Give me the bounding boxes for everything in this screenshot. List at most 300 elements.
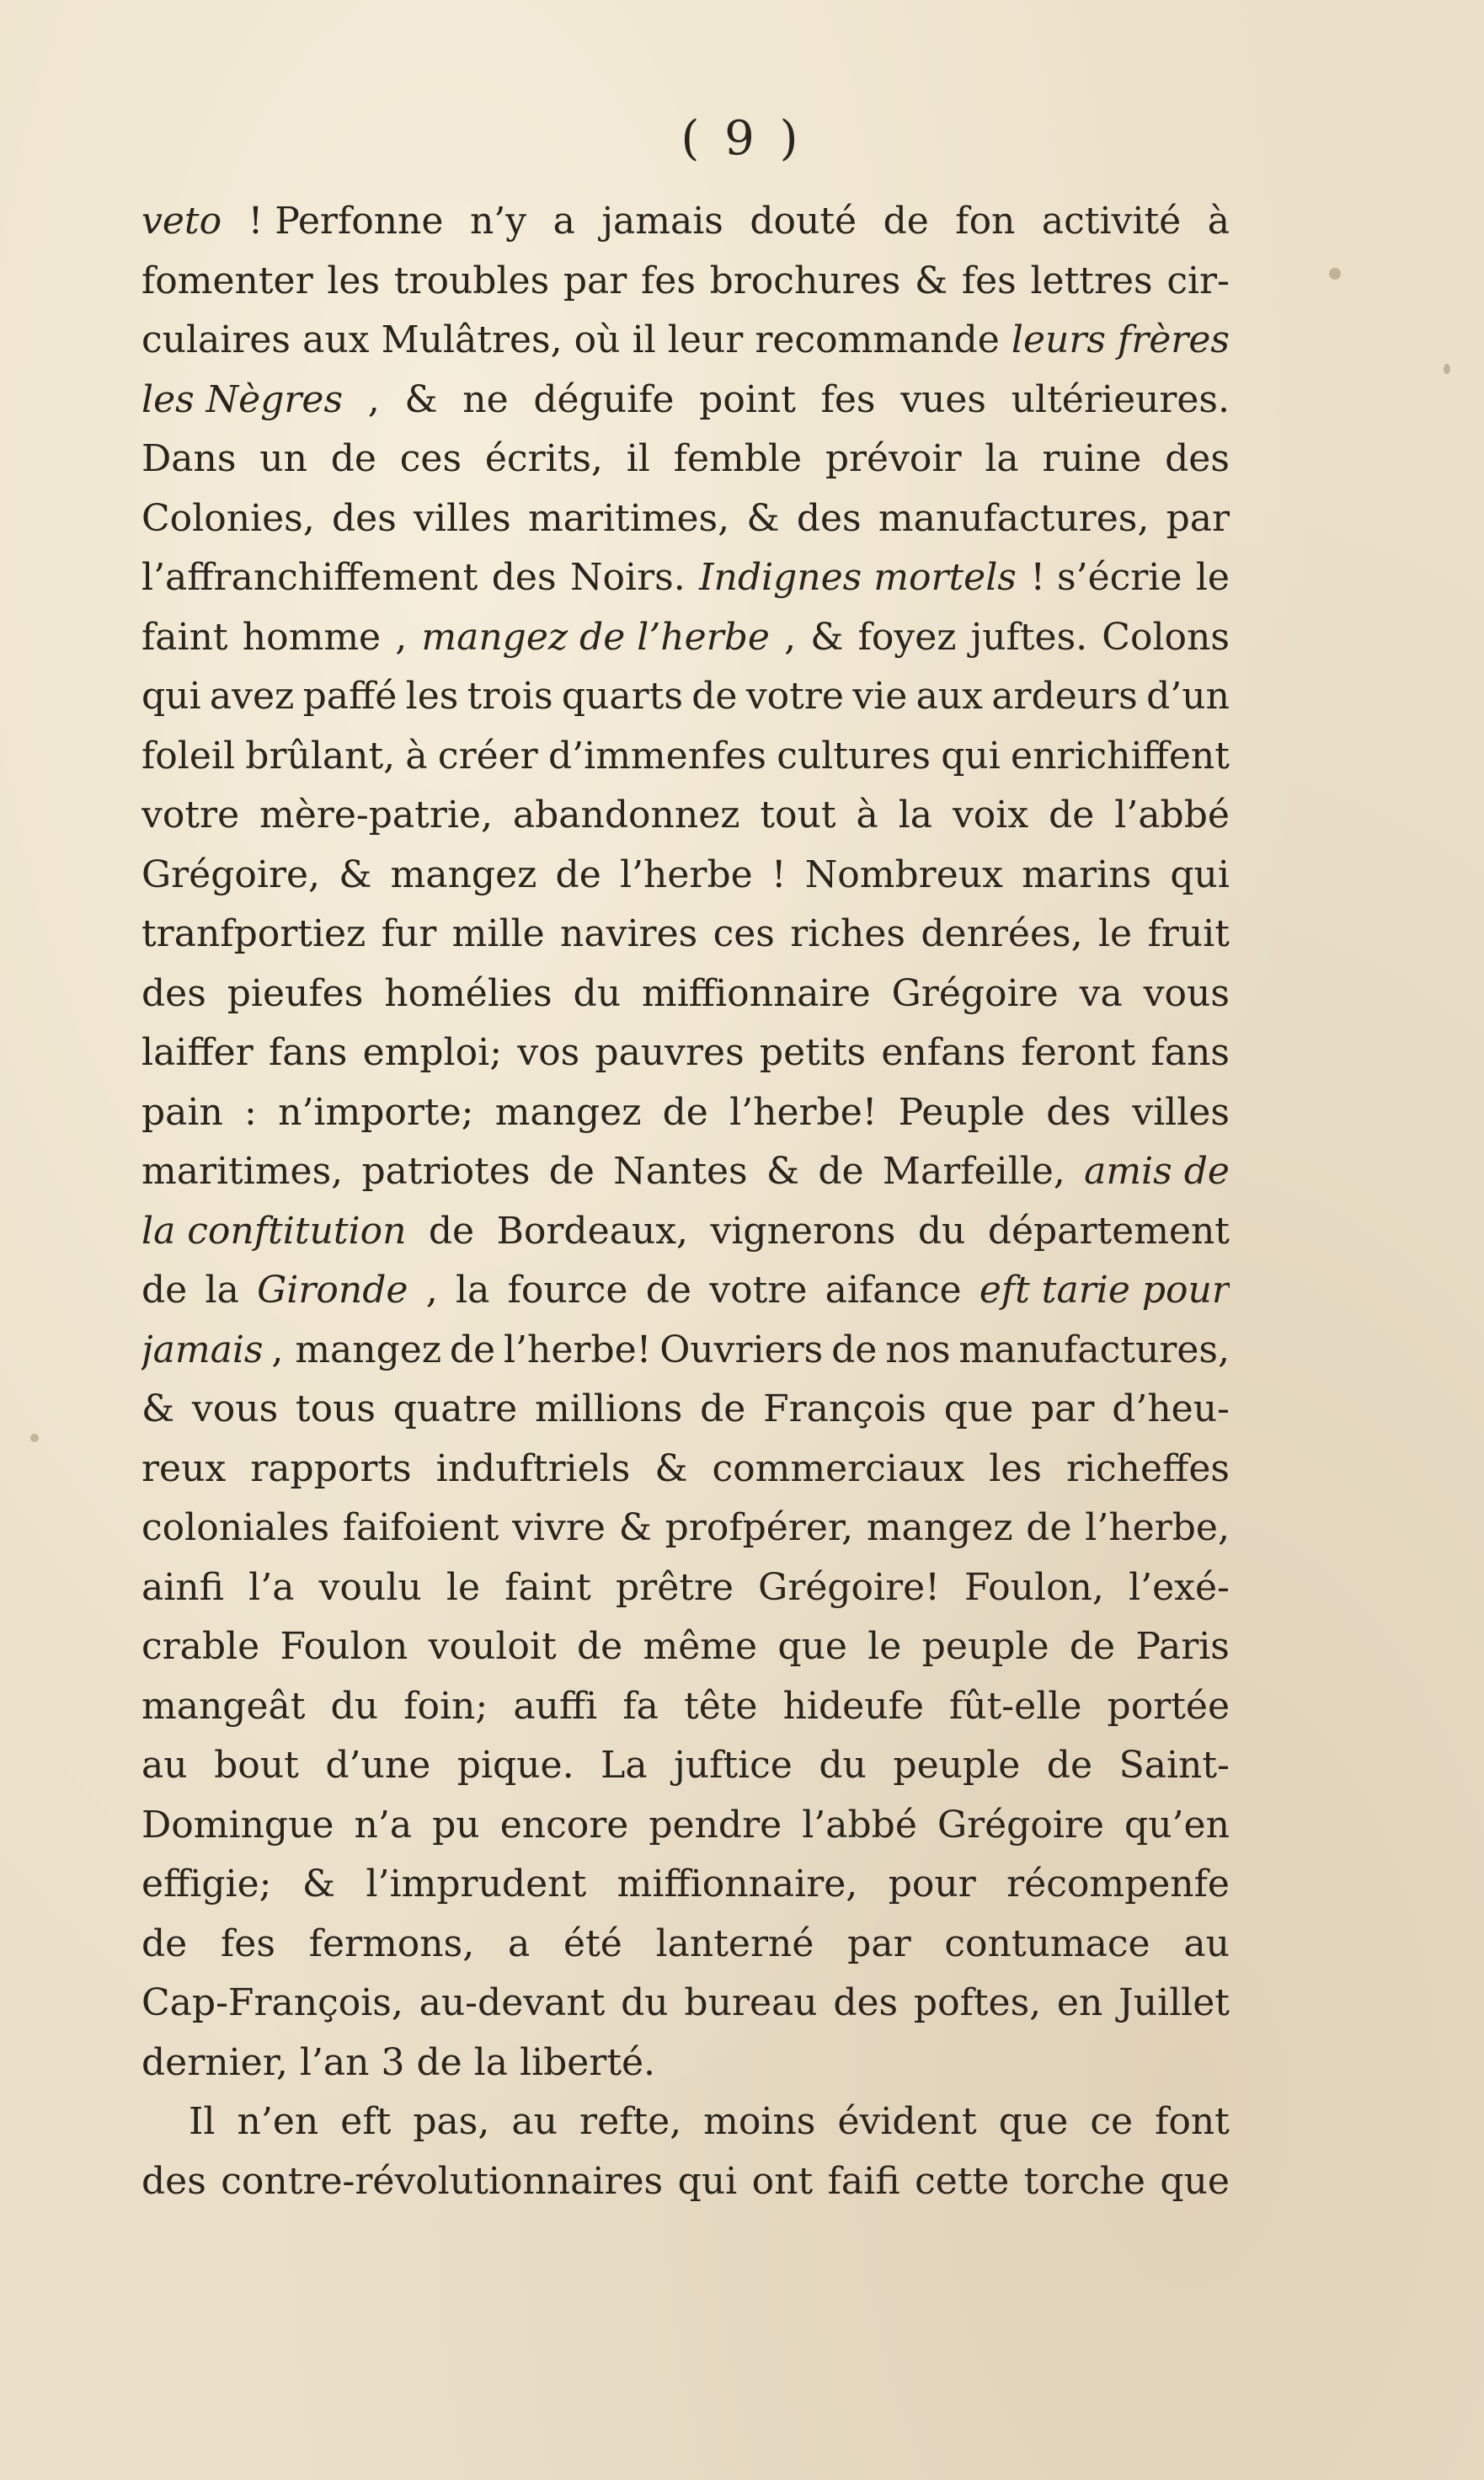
word: l’herbe! xyxy=(503,1328,652,1371)
word: des xyxy=(796,496,862,540)
word: profpérer, xyxy=(665,1506,854,1549)
word: pour xyxy=(888,1863,976,1905)
word: fa xyxy=(622,1684,659,1728)
word: ! s’écrie xyxy=(1030,556,1182,599)
word: , mangez xyxy=(271,1328,442,1371)
word: récompenfe xyxy=(1006,1863,1230,1905)
word: jamais xyxy=(601,200,723,243)
word: d’immenfes xyxy=(547,734,766,778)
word: leurs frères xyxy=(1011,318,1230,361)
word: l’abbé xyxy=(1114,794,1230,836)
word: la xyxy=(985,437,1019,480)
word: le xyxy=(867,1625,902,1668)
word: mangez xyxy=(390,852,537,896)
word: peuple xyxy=(893,1744,1021,1787)
word: de xyxy=(662,1090,708,1134)
word: & xyxy=(141,1387,175,1430)
word: patriotes xyxy=(361,1150,531,1193)
word: dernier, l’an 3 de la liberté. xyxy=(141,2040,656,2084)
text-line xyxy=(141,252,1230,312)
word: villes xyxy=(1132,1090,1230,1134)
word: vous xyxy=(191,1387,279,1430)
word: mangez de l’herbe xyxy=(421,615,770,659)
word: tranfportiez xyxy=(141,912,366,955)
paper-spot xyxy=(1329,268,1341,280)
word: d’une xyxy=(325,1744,431,1787)
text-line xyxy=(141,1380,1230,1440)
word: cir- xyxy=(1166,259,1230,302)
word: navires xyxy=(560,912,698,955)
word: ! xyxy=(771,852,787,896)
word: par xyxy=(847,1921,911,1965)
word: bout xyxy=(214,1744,299,1787)
word: homélies xyxy=(384,971,552,1015)
word: des xyxy=(1165,437,1230,480)
word: Grégoire xyxy=(937,1803,1104,1847)
word: auffi xyxy=(513,1684,598,1728)
word: au-devant xyxy=(419,1981,606,2024)
word: de xyxy=(555,852,601,896)
word: par xyxy=(1031,1387,1095,1430)
word: Paris xyxy=(1135,1625,1230,1668)
word: ces xyxy=(399,437,462,480)
text-line xyxy=(141,1321,1230,1381)
word: de xyxy=(1049,794,1095,836)
word: & xyxy=(302,1863,336,1905)
word: d’heu- xyxy=(1112,1387,1230,1430)
word: miffionnaire xyxy=(642,971,871,1015)
text-line xyxy=(141,371,1230,430)
word: que xyxy=(998,2100,1069,2143)
word: contumace xyxy=(944,1921,1150,1965)
word: la conftitution xyxy=(141,1209,407,1253)
text-line xyxy=(141,1261,1230,1321)
word: fource xyxy=(507,1269,628,1312)
word: Juillet xyxy=(1118,1981,1230,2024)
word: ruine xyxy=(1042,437,1142,480)
word: amis de xyxy=(1084,1150,1230,1193)
word: département xyxy=(987,1209,1230,1253)
word: au xyxy=(1183,1921,1230,1965)
word: le xyxy=(446,1565,481,1609)
word: nos xyxy=(885,1328,951,1371)
word: & xyxy=(404,377,438,421)
word: manufactures, xyxy=(878,496,1150,540)
word: millions xyxy=(534,1387,683,1430)
text-line xyxy=(141,608,1230,668)
word: tous xyxy=(295,1387,376,1430)
text-line xyxy=(141,2152,1230,2212)
word: culaires xyxy=(141,318,291,361)
word: n’importe; xyxy=(278,1090,474,1134)
word: que xyxy=(777,1625,847,1668)
word: à xyxy=(1207,200,1230,243)
word: cette xyxy=(915,2159,1010,2203)
word: de xyxy=(883,200,929,243)
word: voulu xyxy=(318,1565,422,1609)
word: commerciaux xyxy=(712,1446,965,1490)
word: Noirs. xyxy=(570,556,686,599)
word: induftriels xyxy=(435,1446,631,1490)
word: d’un xyxy=(1146,675,1230,718)
word: mangez xyxy=(866,1506,1013,1549)
word: l’imprudent xyxy=(366,1863,587,1905)
word: quarts xyxy=(561,675,683,718)
word: mangeât xyxy=(141,1684,306,1728)
word: qui xyxy=(677,2159,738,2203)
word: écrits, xyxy=(484,437,603,480)
word: rapports xyxy=(250,1446,412,1490)
word: Saint- xyxy=(1118,1744,1230,1787)
word: manufactures, xyxy=(958,1328,1230,1371)
word: villes xyxy=(414,496,511,540)
word: faifoient xyxy=(342,1506,499,1549)
word: juftice xyxy=(674,1744,793,1787)
word: pu xyxy=(432,1803,480,1847)
word: du xyxy=(917,1209,966,1253)
word: aux xyxy=(302,318,370,361)
word: des xyxy=(141,2159,206,2203)
word: , xyxy=(784,615,797,659)
word: poftes, xyxy=(913,1981,1042,2024)
word: que xyxy=(943,1387,1014,1430)
word: Peuple xyxy=(898,1090,1025,1134)
word: de xyxy=(330,437,376,480)
word: votre xyxy=(141,794,240,836)
word: fût-elle xyxy=(949,1684,1082,1728)
word: veto xyxy=(141,200,222,243)
word: des xyxy=(833,1981,899,2024)
text-line xyxy=(141,727,1230,787)
word: Gironde xyxy=(257,1269,408,1312)
word: de xyxy=(577,1625,623,1668)
word: Grégoire! xyxy=(758,1565,940,1609)
word: fans xyxy=(268,1031,348,1074)
word: Colons xyxy=(1102,615,1230,659)
word: vignerons xyxy=(710,1209,896,1253)
word: l’herbe, xyxy=(1085,1506,1230,1549)
word: les xyxy=(405,675,459,718)
word: tête xyxy=(684,1684,758,1728)
word: refte, xyxy=(579,2100,682,2143)
word: femble xyxy=(673,437,803,480)
word: douté xyxy=(750,200,857,243)
word: Nombreux xyxy=(804,852,1003,896)
word: Indignes mortels xyxy=(699,556,1017,599)
word: juftes. xyxy=(970,615,1088,659)
word: aux xyxy=(915,675,983,718)
word: votre xyxy=(745,675,844,718)
word: leur xyxy=(667,318,744,361)
word: faint xyxy=(141,615,228,659)
word: a xyxy=(552,200,575,243)
text-line xyxy=(141,905,1230,965)
word: abandonnez xyxy=(512,794,740,836)
word: prévoir xyxy=(825,437,962,480)
word: Il xyxy=(189,2100,216,2143)
word: du xyxy=(573,971,622,1015)
word: fomenter xyxy=(141,259,313,302)
word: fur xyxy=(381,912,437,955)
word: bureau xyxy=(684,1981,818,2024)
word: denrées, xyxy=(921,912,1083,955)
word: l’exé- xyxy=(1129,1565,1230,1609)
word: vous xyxy=(1143,971,1230,1015)
word: brûlant, xyxy=(245,734,396,778)
word: de xyxy=(1069,1625,1116,1668)
word: avez xyxy=(209,675,295,718)
word: de xyxy=(700,1387,746,1430)
word: eft tarie pour xyxy=(979,1269,1230,1312)
text-line xyxy=(141,311,1230,371)
word: reux xyxy=(141,1446,227,1490)
word: ne xyxy=(462,377,509,421)
word: vie xyxy=(852,675,908,718)
word: n’y xyxy=(469,200,527,243)
text-line xyxy=(141,1024,1230,1083)
word: ultérieures. xyxy=(1011,377,1230,421)
word: fon xyxy=(955,200,1016,243)
text-line xyxy=(141,1440,1230,1499)
text-line xyxy=(141,2034,1230,2093)
text-line xyxy=(141,1736,1230,1796)
word: où xyxy=(574,318,621,361)
word: Nantes xyxy=(613,1150,748,1193)
word: en xyxy=(1056,1981,1103,2024)
text-line xyxy=(141,1855,1230,1915)
word: hideufe xyxy=(782,1684,924,1728)
word: fes xyxy=(221,1921,275,1965)
word: Bordeaux, xyxy=(496,1209,688,1253)
word: votre xyxy=(709,1269,808,1312)
word: des xyxy=(491,556,557,599)
word: enfans xyxy=(881,1031,1006,1074)
word: vouloit xyxy=(428,1625,557,1668)
word: des xyxy=(1046,1090,1111,1134)
word: & xyxy=(339,852,372,896)
word: n’en xyxy=(237,2100,319,2143)
word: l’herbe! xyxy=(729,1090,878,1134)
word: maritimes, xyxy=(527,496,730,540)
word: au xyxy=(141,1744,188,1787)
word: de xyxy=(831,1328,878,1371)
text-line xyxy=(141,1796,1230,1856)
word: va xyxy=(1079,971,1123,1015)
word: pique. xyxy=(456,1744,574,1787)
word: ces xyxy=(713,912,775,955)
word: l’herbe xyxy=(619,852,753,896)
word: homme xyxy=(242,615,382,659)
word: point xyxy=(699,377,796,421)
word: & xyxy=(746,496,780,540)
word: pauvres xyxy=(595,1031,745,1074)
word: paffé xyxy=(302,675,398,718)
word: Mulâtres, xyxy=(381,318,563,361)
word: maritimes, xyxy=(141,1150,344,1193)
word: par xyxy=(563,259,627,302)
word: recommande xyxy=(755,318,1000,361)
word: fes xyxy=(820,377,876,421)
word: peuple xyxy=(921,1625,1049,1668)
text-line xyxy=(141,430,1230,489)
text-line xyxy=(141,1202,1230,1262)
word: Marfeille, xyxy=(882,1150,1065,1193)
page-number: ( 9 ) xyxy=(681,111,803,166)
word: , xyxy=(367,377,380,421)
word: déguife xyxy=(533,377,675,421)
word: enrichiffent xyxy=(1011,734,1230,778)
word: le xyxy=(1195,556,1230,599)
word: il xyxy=(626,437,650,480)
word: brochures xyxy=(709,259,901,302)
word: la xyxy=(898,794,932,836)
word: laiffer xyxy=(141,1031,254,1074)
word: La xyxy=(601,1744,648,1787)
word: mère-patrie, xyxy=(259,794,493,836)
word: foin; xyxy=(403,1684,488,1728)
text-line xyxy=(141,846,1230,906)
word: feront xyxy=(1021,1031,1136,1074)
word: la xyxy=(205,1269,239,1312)
text-line xyxy=(141,1677,1230,1737)
word: effigie; xyxy=(141,1863,272,1905)
word: pieufes xyxy=(227,971,364,1015)
word: portée xyxy=(1107,1684,1230,1728)
text-line xyxy=(141,1558,1230,1618)
word: Foulon, xyxy=(964,1565,1104,1609)
word: petits xyxy=(759,1031,867,1074)
word: le xyxy=(1097,912,1133,955)
word: encore xyxy=(499,1803,629,1847)
word: même xyxy=(643,1625,758,1668)
word: torche xyxy=(1023,2159,1145,2203)
word: de xyxy=(449,1328,496,1371)
word: de xyxy=(141,1269,188,1312)
word: mille xyxy=(451,912,545,955)
word: , xyxy=(395,615,408,659)
word: été xyxy=(563,1921,622,1965)
body-text xyxy=(141,192,1230,2211)
word: de xyxy=(691,675,738,718)
word: tout xyxy=(760,794,836,836)
word: , xyxy=(425,1269,438,1312)
text-line xyxy=(141,1142,1230,1202)
word: les xyxy=(989,1446,1042,1490)
word: la xyxy=(456,1269,490,1312)
word: du xyxy=(621,1981,669,2024)
word: de xyxy=(428,1209,475,1253)
word: ce xyxy=(1090,2100,1133,2143)
word: fruit xyxy=(1147,912,1230,955)
word: & xyxy=(810,615,844,659)
text-line xyxy=(141,1499,1230,1558)
word: ardeurs xyxy=(991,675,1138,718)
word: de xyxy=(645,1269,691,1312)
word: cultures xyxy=(777,734,931,778)
text-line xyxy=(141,1915,1230,1975)
word: l’a xyxy=(248,1565,295,1609)
word: de xyxy=(818,1150,864,1193)
word: emploi; xyxy=(362,1031,503,1074)
word: fes xyxy=(641,259,696,302)
word: au xyxy=(511,2100,558,2143)
word: lettres xyxy=(1030,259,1153,302)
word: Colonies, xyxy=(141,496,315,540)
paper-spot xyxy=(1444,364,1450,374)
word: de xyxy=(1026,1506,1072,1549)
word: de xyxy=(141,1921,188,1965)
word: foyez xyxy=(857,615,957,659)
word: : xyxy=(244,1090,257,1134)
word: évident xyxy=(837,2100,977,2143)
text-line xyxy=(141,1974,1230,2034)
word: vues xyxy=(900,377,987,421)
word: mangez xyxy=(494,1090,642,1134)
word: vos xyxy=(517,1031,580,1074)
word: foleil xyxy=(141,734,236,778)
word: fans xyxy=(1150,1031,1230,1074)
word: de xyxy=(548,1150,595,1193)
word: à xyxy=(856,794,878,836)
word: ainfi xyxy=(141,1565,224,1609)
word: du xyxy=(330,1684,379,1728)
word: qui xyxy=(1170,852,1230,896)
word: qu’en xyxy=(1124,1803,1230,1847)
word: eft xyxy=(340,2100,392,2143)
word: à xyxy=(405,734,428,778)
word: & xyxy=(766,1150,800,1193)
word: a xyxy=(508,1921,531,1965)
word: lanterné xyxy=(655,1921,814,1965)
word: qui xyxy=(141,675,201,718)
word: Grégoire, xyxy=(141,852,321,896)
word: fermons, xyxy=(308,1921,475,1965)
word: du xyxy=(819,1744,867,1787)
word: activité xyxy=(1041,200,1182,243)
word: coloniales xyxy=(141,1506,330,1549)
word: l’affranchiffement xyxy=(141,556,478,599)
word: miffionnaire, xyxy=(617,1863,858,1905)
word: pas, xyxy=(413,2100,490,2143)
word: n’a xyxy=(354,1803,413,1847)
word: Ouvriers xyxy=(659,1328,824,1371)
word: des xyxy=(141,971,206,1015)
word: créer xyxy=(437,734,538,778)
text-line xyxy=(141,1617,1230,1677)
text-line xyxy=(141,965,1230,1024)
text-line xyxy=(141,2092,1230,2152)
word: troubles xyxy=(393,259,550,302)
word: des xyxy=(331,496,397,540)
word: que xyxy=(1160,2159,1230,2203)
word: les xyxy=(327,259,381,302)
word: aifance xyxy=(825,1269,962,1312)
text-line xyxy=(141,192,1230,252)
paper-spot xyxy=(30,1434,39,1442)
text-line xyxy=(141,786,1230,846)
word: font xyxy=(1155,2100,1230,2143)
word: un xyxy=(259,437,307,480)
word: & xyxy=(654,1446,688,1490)
word: vivre xyxy=(512,1506,606,1549)
word: Domingue xyxy=(141,1803,334,1847)
word: fes xyxy=(961,259,1017,302)
word: trois xyxy=(467,675,553,718)
word: ! Perfonne xyxy=(248,200,444,243)
word: faifi xyxy=(827,2159,900,2203)
word: quatre xyxy=(392,1387,518,1430)
word: ont xyxy=(751,2159,814,2203)
